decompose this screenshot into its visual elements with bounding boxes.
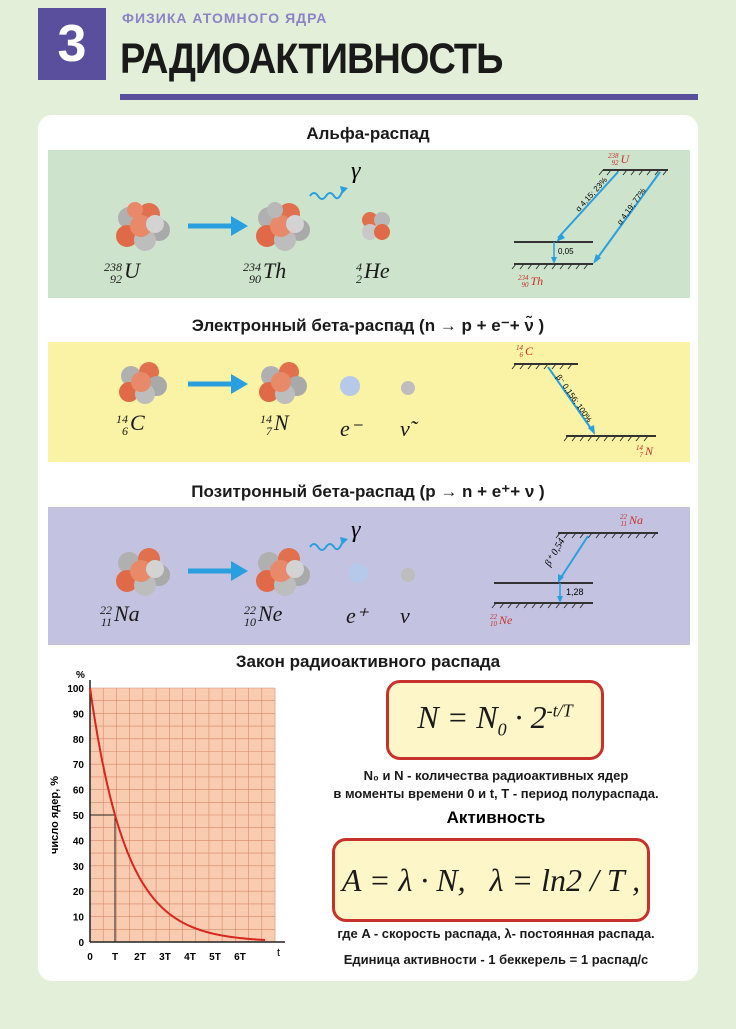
neutrino-label: ν [400, 603, 410, 628]
alpha-band [48, 150, 690, 298]
beta-minus-band [48, 342, 690, 462]
activity-formula: A = λ · N, λ = ln2 / T , [341, 861, 641, 898]
beta-plus-parent-label: 22 11Na [100, 601, 140, 629]
alpha-arrow2-label: α 4,19; 77% [615, 186, 648, 227]
decay-formula: $N = N_0 \cdot 2^{-t/T}$ [417, 699, 573, 740]
alpha-heading: Альфа-распад [306, 124, 430, 143]
alpha-arrow-icon [188, 216, 248, 236]
x-axis-label: t [277, 947, 281, 959]
y-unit-label: % [76, 670, 85, 681]
alpha-gamma-energy: 0,05 [558, 247, 574, 256]
beta-minus-arrow-label: β⁻ 0,156; 100% [554, 372, 594, 425]
alpha-gamma-label: γ [351, 158, 361, 184]
y-tick-label: 50 [72, 811, 84, 822]
y-tick-label: 10 [72, 912, 84, 924]
x-tick-label: 3T [159, 952, 171, 962]
section-subtitle: ФИЗИКА АТОМНОГО ЯДРА [122, 10, 328, 26]
beta-plus-band [48, 507, 690, 645]
beta-minus-heading: Электронный бета-распад (n → p + e⁻+ ν̃ ) [191, 316, 545, 335]
y-tick-label: 30 [72, 861, 84, 873]
beta-minus-arrow-icon [188, 374, 248, 394]
title-rule [120, 94, 698, 100]
electron-label: e⁻ [340, 416, 362, 441]
x-tick-label: 5T [209, 952, 221, 962]
activity-formula-box [332, 838, 650, 922]
neutrino-icon [401, 568, 415, 582]
helium-nucleus-icon [362, 212, 390, 240]
beta-plus-gamma-label: γ [351, 517, 361, 543]
decay-note-line1: N₀ и N - количества радиоактивных ядер [363, 768, 629, 783]
beta-minus-energy-diagram [512, 364, 656, 441]
beta-plus-arrow-label: β⁺ 0,54 [542, 536, 568, 569]
alpha-arrow1-label: α 4,15; 23% [573, 175, 610, 214]
decay-law-heading: Закон радиоактивного распада [235, 652, 501, 671]
y-tick-label: 80 [72, 734, 84, 746]
y-tick-label: 90 [72, 709, 84, 721]
thorium-nucleus-icon [256, 202, 310, 251]
alpha-diagram-bottom: 234 90 Th [518, 274, 544, 290]
x-tick-label: T [111, 952, 119, 962]
decay-note-line2: в моменты времени 0 и t, T - период полураспада. [333, 786, 659, 801]
uranium-nucleus-icon [116, 202, 170, 251]
x-tick-label: 4T [184, 952, 196, 962]
carbon-nucleus-icon [119, 362, 167, 404]
positron-label: e⁺ [346, 603, 368, 628]
section-number: 3 [38, 8, 106, 80]
electron-icon [340, 376, 360, 396]
activity-heading: Активность [446, 808, 546, 827]
alpha-diagram-top: 238 92 U [608, 152, 630, 168]
beta-plus-scene [48, 507, 690, 645]
y-tick-label: 40 [72, 836, 84, 848]
beta-plus-heading: Позитронный бета-распад (p → n + e⁺+ ν ) [191, 482, 545, 501]
alpha-parent-label: 238 92U [104, 258, 140, 286]
antineutrino-icon [401, 381, 415, 395]
nitrogen-nucleus-icon [259, 362, 307, 404]
y-tick-label: 100 [67, 684, 84, 695]
x-tick-label: 6T [234, 952, 246, 962]
y-tick-label: 60 [72, 785, 84, 797]
beta-minus-scene [48, 342, 690, 462]
alpha-daughter-label: 234 90Th [243, 258, 287, 286]
decay-chart [42, 662, 304, 962]
y-tick-label: 0 [78, 938, 84, 949]
alpha-particle-label: 4 2He [356, 258, 390, 286]
beta-minus-diagram-bottom: 14 7 N [636, 444, 654, 460]
beta-plus-diagram-bottom: 22 10 Ne [490, 613, 513, 629]
decay-formula-box [386, 680, 604, 760]
page-title: РАДИОАКТИВНОСТЬ [120, 36, 503, 84]
x-tick-label: 2T [134, 952, 146, 962]
beta-plus-diagram-top: 22 11 Na [620, 513, 644, 529]
activity-note: где A - скорость распада, λ- постоянная распада. [337, 926, 655, 941]
beta-minus-parent-label: 14 6C [116, 410, 145, 438]
positron-icon [348, 563, 368, 583]
beta-plus-gamma-energy: 1,28 [566, 587, 584, 597]
x-tick-label: 0 [87, 952, 93, 962]
antineutrino-label: ν̃ [400, 416, 410, 441]
alpha-energy-diagram [512, 170, 668, 269]
beta-plus-daughter-label: 22 10Ne [244, 601, 283, 629]
y-tick-label: 20 [72, 887, 84, 899]
beta-plus-arrow-icon [188, 561, 248, 581]
beta-minus-diagram-top: 14 6 C [516, 344, 534, 360]
gamma-wave-icon [310, 543, 342, 550]
beta-minus-daughter-label: 14 7N [260, 410, 289, 438]
y-axis-label: число ядер, % [49, 775, 61, 855]
gamma-wave-icon [310, 192, 342, 199]
sodium-nucleus-icon [116, 548, 170, 596]
y-tick-label: 70 [72, 760, 84, 772]
neon-nucleus-icon [256, 548, 310, 596]
unit-note: Единица активности - 1 беккерель = 1 распад/с [343, 952, 649, 967]
